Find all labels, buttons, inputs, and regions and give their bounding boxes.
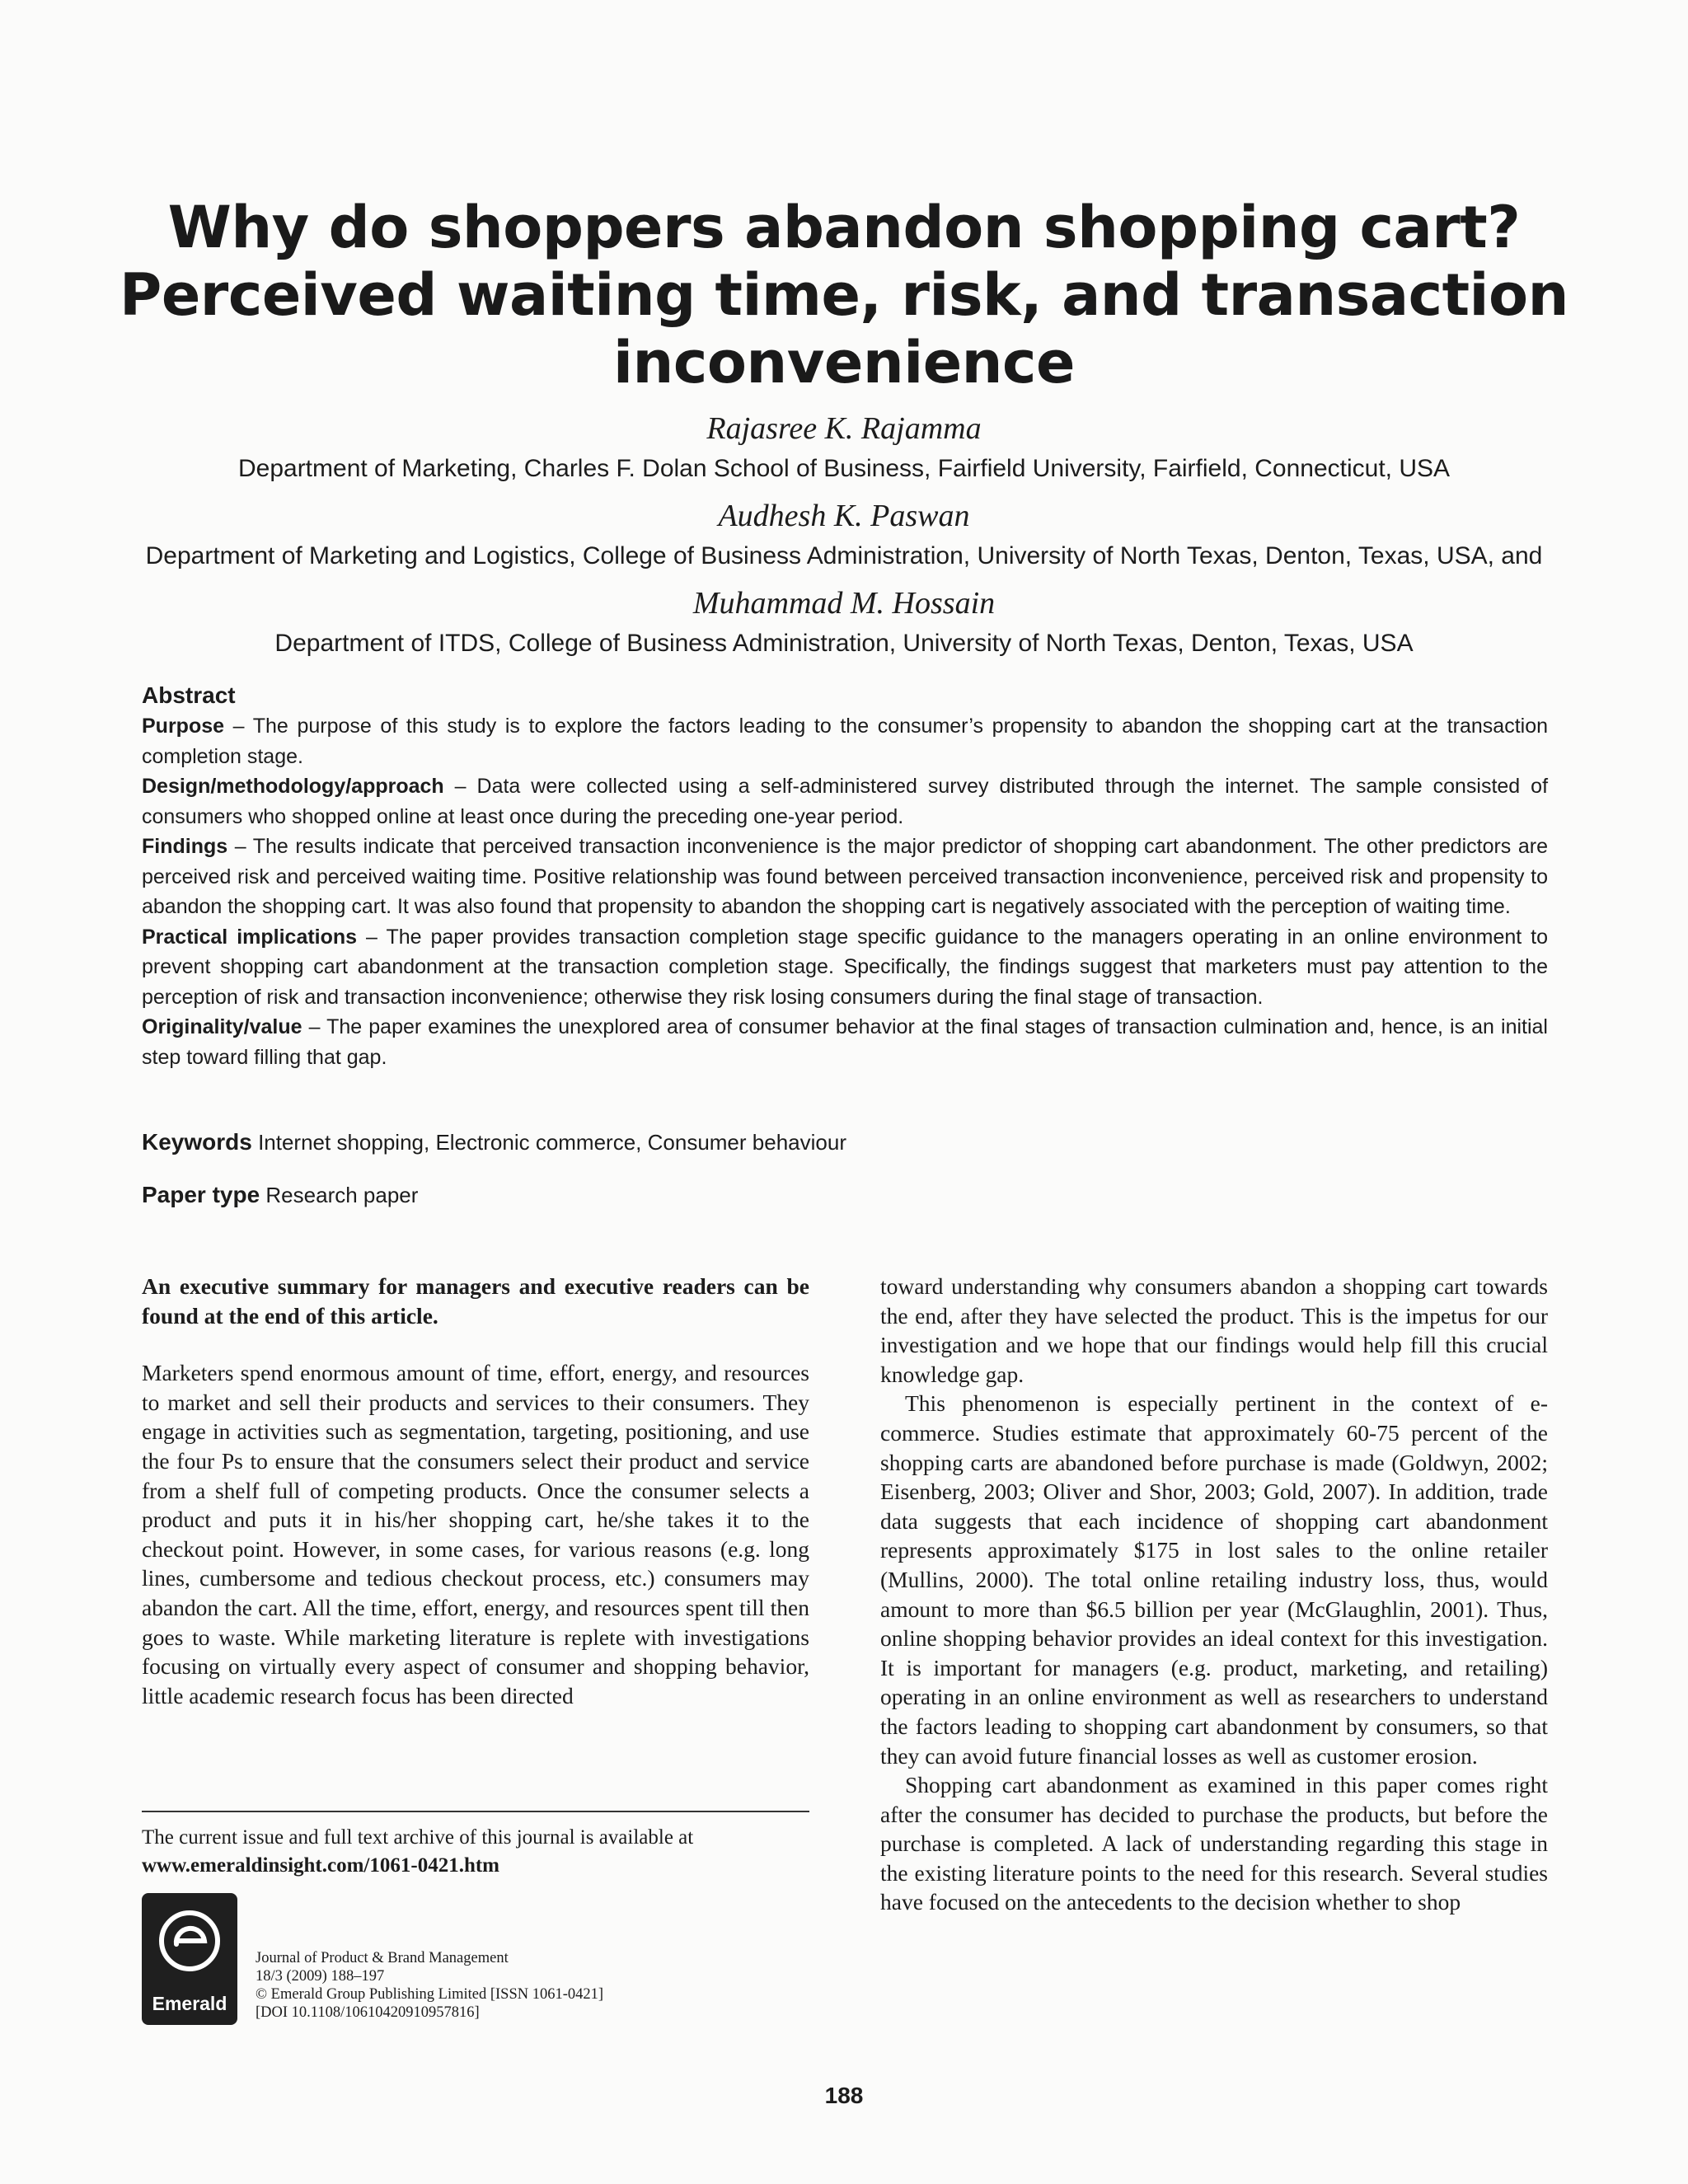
body-paragraph: Shopping cart abandonment as examined in this paper comes right after the consumer has decided to purchase the products, but before the purchase is completed. A lack of understanding regarding this stage in the existing literature points to the need for this research. Several studies have focused on the antecedents to the decision whether to shop: [880, 1772, 1548, 1915]
abstract: [142, 680, 1548, 1072]
exec-summary-note: An executive summary for managers and executive readers can be found at the end of this article.: [142, 1273, 809, 1329]
body-paragraph: Marketers spend enormous amount of time, effort, energy, and resources to market and sell their products and services to their consumers. They engage in activities such as segmentation, targeting, positioning, and use the four Ps to ensure that the consumers select their product and service from a shelf full of competing products. Once the consumer selects a product and puts it in his/her shopping cart, he/she takes it to the checkout point. However, in some cases, for various reasons (e.g. long lines, cumbersome and tedious checkout process, etc.) consumers may abandon the cart. All the time, effort, energy, and resources spent till then goes to waste. While marketing literature is replete with investigations focusing on virtually every aspect of consumer and shopping behavior, little academic research focus has been directed: [142, 1360, 809, 1708]
body-paragraph: This phenomenon is especially pertinent in the context of e-commerce. Studies estimate that approximately 60-75 percent of the shopping carts are abandoned before purchase is made (Goldwyn, 2002; Eisenberg, 2003; Oliver and Shor, 2003; Gold, 2007). In addition, trade data suggests that each incidence of shopping cart abandonment represents approximately $175 in lost sales to the online retailer (Mullins, 2000). The total online retailing industry loss, thus, would amount to more than $6.5 billion per year (McGlaughlin, 2001). Thus, online shopping behavior provides an ideal context for this investigation. It is important for managers (e.g. product, marketing, and retailing) operating in an online environment as well as researchers to understand the factors leading to shopping cart abandonment by consumers, so that they can avoid future financial losses as well as customer erosion.: [880, 1390, 1548, 1769]
left-column: [142, 1272, 809, 1710]
abstract-design: [142, 771, 1548, 832]
design-text: Data were collected using a self-administered survey distributed through the internet. The sample consisted of consumers who shopped online at least once during the preceding one-year period.: [142, 775, 1549, 828]
author-name: Audhesh K. Paswan: [718, 499, 970, 533]
archive-url: www.emeraldinsight.com/1061-0421.htm: [142, 1854, 499, 1877]
findings-text: The results indicate that perceived transaction inconvenience is the major predictor of shopping cart abandonment. The other predictors are perceived risk and perceived waiting time. Positive relationship was found between perceived transaction inconvenience, perceived risk and propensity to abandon the shopping cart. It was also found that propensity to abandon the shopping cart is negatively associated with the perception of waiting time.: [142, 835, 1549, 918]
separator: –: [443, 775, 477, 798]
author-name: Rajasree K. Rajamma: [706, 411, 982, 446]
design-label: Design/methodology/approach: [142, 775, 444, 798]
journal-doi: [DOI 10.1108/10610420910957816]: [256, 2004, 480, 2021]
archive-link[interactable]: [142, 1852, 809, 1880]
keywords-text: Internet shopping, Electronic commerce, Consumer behaviour: [258, 1130, 846, 1155]
practical-text: The paper provides transaction completion stage specific guidance to the managers operating in an online environment to prevent shopping cart abandonment at the transaction completion stage. Specifically, the findings suggest that marketers must pay attention to the perception of risk and transaction inconvenience; otherwise they risk losing consumers during the final stage of transaction.: [142, 925, 1549, 1009]
separator: –: [224, 715, 253, 738]
findings-label: Findings: [142, 835, 228, 858]
author-affiliation: Department of Marketing, Charles F. Dolan School of Business, Fairfield University, Fairfield, Connecticut, USA: [237, 455, 1451, 482]
paper-type-text: Research paper: [265, 1183, 419, 1207]
separator: –: [302, 1015, 327, 1038]
title-line-2: Perceived waiting time, risk, and transaction: [120, 261, 1568, 329]
emerald-logo-icon: [142, 1893, 237, 1989]
archive-note: [142, 1824, 809, 1880]
practical-label: Practical implications: [142, 925, 358, 949]
archive-text: The current issue and full text archive of this journal is available at: [142, 1826, 694, 1849]
body-paragraph: toward understanding why consumers abandon a shopping cart towards the end, after they have selected the product. This is the impetus for our investigation and we hope that our findings would help fill this crucial knowledge gap.: [880, 1273, 1548, 1387]
paper-type: [142, 1182, 418, 1208]
journal-copyright: © Emerald Group Publishing Limited [ISSN 1061-0421]: [256, 1986, 604, 2003]
page-number: 188: [824, 2083, 864, 2108]
abstract-heading: Abstract: [142, 682, 236, 708]
paper-type-label: Paper type: [142, 1182, 260, 1207]
abstract-findings: [142, 832, 1548, 922]
keywords-label: Keywords: [142, 1129, 252, 1155]
logo-text: Emerald: [152, 1993, 227, 2014]
author-affiliation: Department of ITDS, College of Business Administration, University of North Texas, Denton, Texas, USA: [274, 630, 1414, 657]
author-name: Muhammad M. Hossain: [692, 586, 996, 621]
originality-text: The paper examines the unexplored area of consumer behavior at the final stages of transaction culmination and, hence, is an initial step toward filling that gap.: [142, 1015, 1548, 1069]
purpose-text: The purpose of this study is to explore the factors leading to the consumer’s propensity to abandon the shopping cart at the transaction completion stage.: [142, 715, 1549, 768]
paper-title: [107, 194, 1581, 396]
journal-volume: 18/3 (2009) 188–197: [256, 1968, 385, 1985]
title-block: [107, 194, 1581, 396]
right-column: [880, 1272, 1548, 1917]
originality-label: Originality/value: [142, 1015, 302, 1038]
abstract-originality: [142, 1012, 1548, 1072]
keywords: [142, 1129, 846, 1155]
title-line-3: inconvenience: [613, 329, 1075, 396]
abstract-purpose: [142, 711, 1548, 771]
journal-info: [256, 1949, 603, 2022]
separator: –: [227, 835, 253, 858]
author-affiliation: Department of Marketing and Logistics, College of Business Administration, University of North Texas, Denton, Texas, USA, and: [145, 542, 1543, 569]
abstract-practical: [142, 922, 1548, 1013]
journal-name: Journal of Product & Brand Management: [256, 1950, 509, 1966]
footnote-divider: [142, 1811, 809, 1812]
author-list: [107, 409, 1581, 671]
separator: –: [357, 925, 387, 949]
purpose-label: Purpose: [142, 715, 225, 738]
emerald-logo: [142, 1893, 237, 2025]
title-line-1: Why do shoppers abandon shopping cart?: [167, 194, 1521, 261]
